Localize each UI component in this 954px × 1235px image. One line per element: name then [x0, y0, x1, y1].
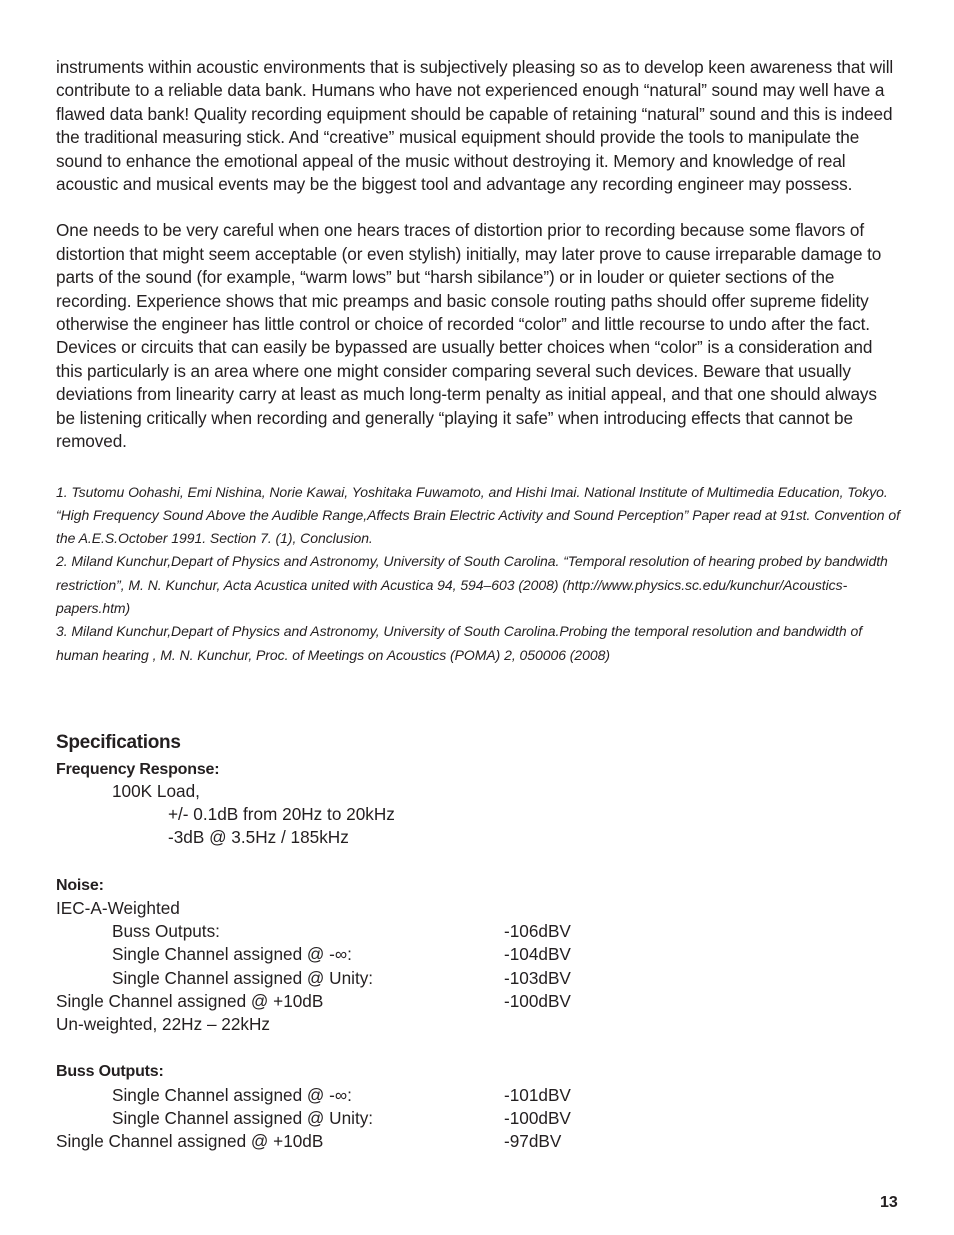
- footnote: 2. Miland Kunchur,Depart of Physics and Astronomy, University of South Carolina. “Temporal resolution of hearing probed by bandwidth restriction”, M. N. Kunchur, Acta Acustica united with Acustica 94, 594–603 (2008) (http://www.physics.sc.edu/kunchur/Acoustics-papers.htm): [56, 553, 888, 616]
- footnotes: [56, 481, 900, 667]
- frequency-flat-text: +/- 0.1dB from 20Hz to 20kHz: [168, 804, 395, 824]
- body-text: [56, 56, 900, 667]
- frequency-minus3-text: -3dB @ 3.5Hz / 185kHz: [168, 827, 349, 847]
- spec-row-label: Single Channel assigned @ +10dB: [56, 1131, 324, 1151]
- spec-row-label: Single Channel assigned @ Unity:: [112, 1108, 374, 1128]
- spec-row-value: -100dBV: [504, 991, 571, 1011]
- specifications-title: Specifications: [56, 732, 181, 753]
- frequency-load-text: 100K Load,: [112, 781, 200, 801]
- spec-row-label: Single Channel assigned @ -∞:: [112, 944, 352, 964]
- spec-row-value: -97dBV: [504, 1131, 562, 1151]
- noise-weighting-text: IEC-A-Weighted: [56, 898, 180, 918]
- spec-row-value: -104dBV: [504, 944, 571, 964]
- spec-row-value: -103dBV: [504, 968, 571, 988]
- buss-outputs-heading: Buss Outputs:: [56, 1063, 164, 1080]
- spec-row-value: -100dBV: [504, 1108, 571, 1128]
- page-number: 13: [880, 1194, 898, 1211]
- paragraph: One needs to be very careful when one hears traces of distortion prior to recording because some flavors of distortion that might seem acceptable (or even stylish) initially, may later prove to cause irreparable damage to parts of the sound (for example, “warm lows” but “harsh sibilance”) or in louder or quieter sections of the recording. Experience shows that mic preamps and basic console routing paths should offer supreme fidelity otherwise the engineer has little control or choice of recorded “color” and little recourse to undo after the fact. Devices or circuits that can easily be bypassed are usually better choices when “color” is a consideration and this particularly is an area where one might consider comparing several such devices. Beware that usually deviations from linearity carry at least as much long-term penalty as initial appeal, and that one should always be listening critically when recording and generally “playing it safe” when introducing effects that cannot be removed.: [56, 220, 882, 452]
- footnote: 1. Tsutomu Oohashi, Emi Nishina, Norie Kawai, Yoshitaka Fuwamoto, and Hishi Imai. National Institute of Multimedia Education, Tokyo. “High Frequency Sound Above the Audible Range,Affects Brain Electric Activity and Sound Perception” Paper read at 91st. Convention of the A.E.S.October 1991. Section 7. (1), Conclusion.: [56, 483, 900, 547]
- spec-row-label: Single Channel assigned @ Unity:: [112, 968, 374, 988]
- footnote: 3. Miland Kunchur,Depart of Physics and Astronomy, University of South Carolina.Probing the temporal resolution and bandwidth of human hearing , M. N. Kunchur, Proc. of Meetings on Acoustics (POMA) 2, 050006 (2008): [56, 623, 863, 663]
- spec-row-label: Buss Outputs:: [112, 921, 220, 941]
- spec-row-label: Single Channel assigned @ +10dB: [56, 991, 324, 1011]
- noise-heading: Noise:: [56, 877, 104, 894]
- paragraph: instruments within acoustic environments that is subjectively pleasing so as to develop keen awareness that will contribute to a reliable data bank. Humans who have not experienced enough “natural” sound may well have a flawed data bank! Quality recording equipment should be capable of retaining “natural” sound and this is indeed the traditional measuring stick. And “creative” musical equipment should provide the tools to manipulate the sound to enhance the emotional appeal of the music without destroying it. Memory and knowledge of real acoustic and musical events may be the biggest tool and advantage any recording engineer may possess.: [56, 57, 894, 195]
- spec-row-value: -106dBV: [504, 921, 571, 941]
- noise-unweighted-text: Un-weighted, 22Hz – 22kHz: [56, 1014, 270, 1034]
- spec-row-label: Single Channel assigned @ -∞:: [112, 1085, 352, 1105]
- spec-row-value: -101dBV: [504, 1085, 571, 1105]
- frequency-response-heading: Frequency Response:: [56, 761, 220, 778]
